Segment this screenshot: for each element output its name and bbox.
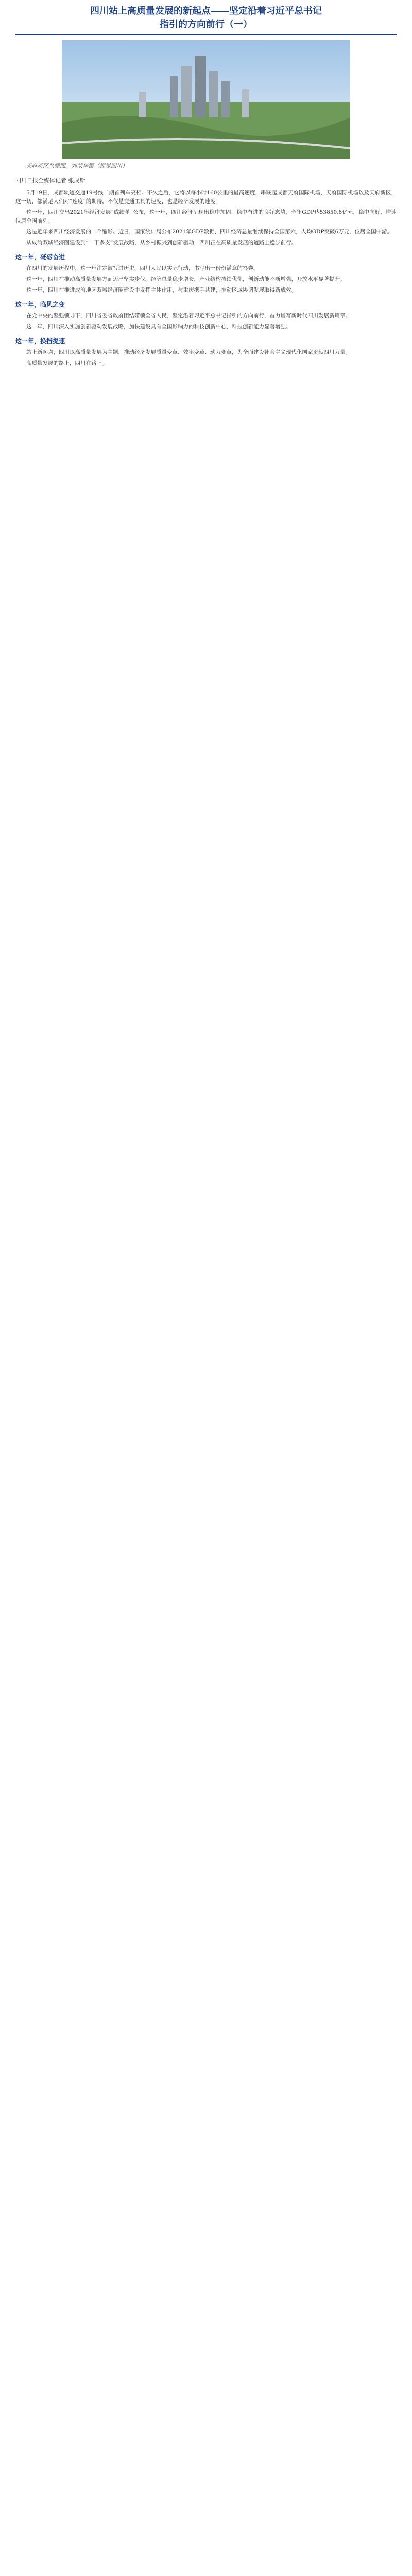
intro-paragraph-2: 这一年，四川交出2021年经济发展“成绩单”公布，这一年，四川经济呈现出稳中加固、稳中有进的良好态势，全年GDP达53850.8亿元，稳中向好，增速位居全国前列。 xyxy=(15,209,397,224)
section1-paragraph-1: 在四川的发展历程中，这一年注定被写进历史。四川人民以实际行动，书写出一份份满意的答卷。 xyxy=(26,265,259,272)
intro-paragraph-4: 从成渝双城经济圈建设到“一干多支”发展战略，从乡村振兴到创新驱动，四川正在高质量发展的道路上稳步前行。 xyxy=(26,240,297,246)
section-heading-3: 这一年，换挡提速 xyxy=(15,337,65,345)
intro-paragraph-3: 这是近年来四川经济发展的一个缩影。近日，国家统计局公布2021年GDP数据，四川经济总量继续保持全国第六，人均GDP突破6万元，位居全国中游。 xyxy=(26,229,393,235)
section-heading-1: 这一年，砥砺奋进 xyxy=(15,253,65,261)
article-title-line1: 四川站上高质量发展的新起点——坚定沿着习近平总书记 xyxy=(90,6,322,16)
aerial-city-photo xyxy=(62,40,350,159)
photo-caption: 天府新区鸟瞰图。刘荣华摄（视觉四川） xyxy=(26,163,128,170)
section-heading-2: 这一年，临风之变 xyxy=(15,301,65,308)
section3-paragraph-2: 高质量发展的路上，四川在路上。 xyxy=(26,360,108,366)
section2-paragraph-2: 这一年，四川深入实施创新驱动发展战略，加快建设具有全国影响力的科技创新中心，科技创新能力显著增强。 xyxy=(26,324,291,330)
section1-paragraph-2: 这一年，四川在推动高质量发展方面迈出坚实步伐。经济总量稳步增长，产业结构持续优化，创新动能不断增强，开放水平显著提升。 xyxy=(26,276,346,282)
article-title xyxy=(15,0,397,31)
article-title-line2: 指引的方向前行（一） xyxy=(160,19,252,29)
city-photo-illustration xyxy=(62,40,350,159)
section2-paragraph-1: 在党中央的坚强领导下，四川省委省政府团结带领全省人民，坚定沿着习近平总书记指引的方向前行，奋力谱写新时代四川发展新篇章。 xyxy=(26,313,351,319)
section1-paragraph-3: 这一年，四川在推进成渝地区双城经济圈建设中发挥主体作用，与重庆携手共建，推动区域协调发展取得新成效。 xyxy=(26,287,297,293)
author-byline: 四川日报全媒体记者 张成斯 xyxy=(15,177,85,184)
section3-paragraph-1: 站上新起点，四川以高质量发展为主题，推动经济发展质量变革、效率变革、动力变革，为全面建设社会主义现代化国家贡献四川力量。 xyxy=(26,349,351,355)
title-divider xyxy=(15,34,397,35)
intro-paragraph-1: 5月19日，成都轨道交通19号线二期首列车亮相。不久之后，它将以每小时160公里的最高速度，串联起成都天府国际机场、天府国际机场以及天府新区，这一切，都满足人们对“速度”的期待，不仅是交通工具的速度，也是经济发展的速度。 xyxy=(15,190,397,205)
